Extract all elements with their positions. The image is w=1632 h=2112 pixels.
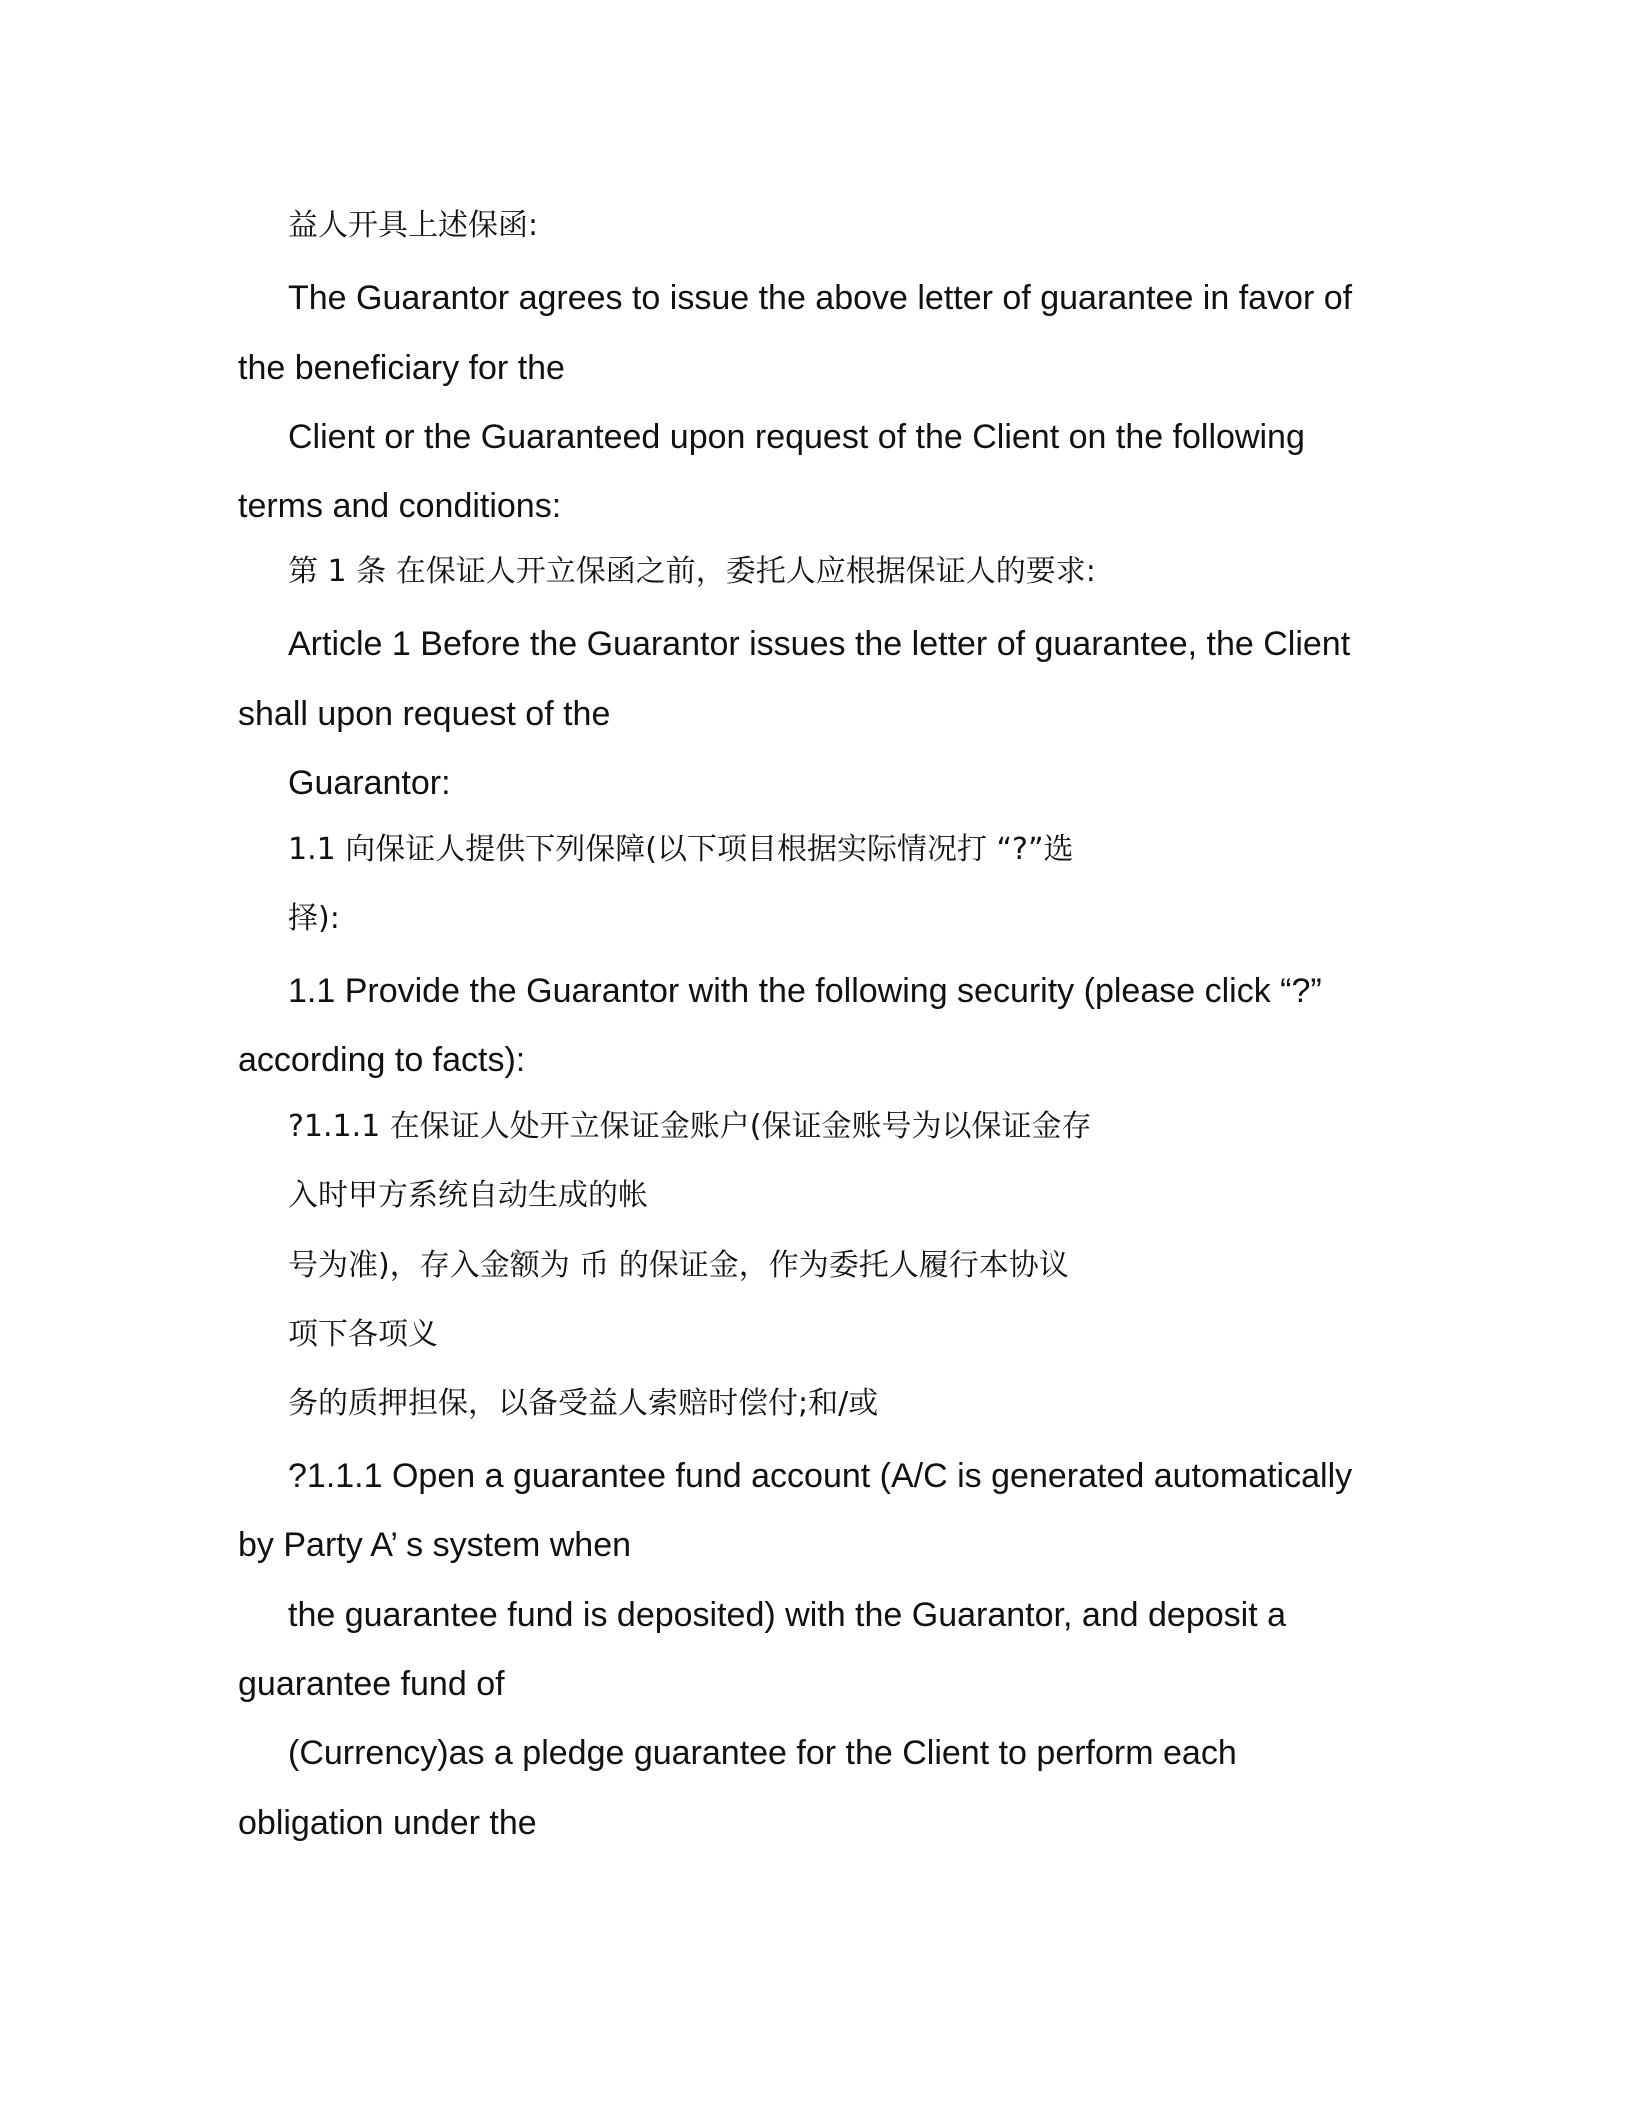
text-line: ?1.1.1 在保证人处开立保证金账户(保证金账号为以保证金存: [288, 1109, 1092, 1144]
text-line: 号为准)，存入金额为 币 的保证金，作为委托人履行本协议: [288, 1248, 1069, 1283]
text-line: Client or the Guaranteed upon request of the Client on the following: [288, 418, 1305, 456]
text-line: by Party A’ s system when: [238, 1526, 632, 1564]
text-line: The Guarantor agrees to issue the above letter of guarantee in favor of: [288, 279, 1353, 317]
text-line: 入时甲方系统自动生成的帐: [288, 1178, 648, 1213]
text-line: Guarantor:: [288, 764, 451, 802]
text-line: 项下各项义: [288, 1317, 438, 1352]
text-line: ?1.1.1 Open a guarantee fund account (A/C is generated automatically: [288, 1457, 1353, 1495]
text-line: 益人开具上述保函:: [288, 208, 539, 243]
text-line: shall upon request of the: [238, 695, 611, 733]
text-line: guarantee fund of: [238, 1665, 505, 1703]
text-line: terms and conditions:: [238, 487, 562, 525]
text-line: according to facts):: [238, 1041, 526, 1079]
text-line: 第 1 条 在保证人开立保函之前，委托人应根据保证人的要求:: [288, 554, 1096, 589]
text-line: 1.1 向保证人提供下列保障(以下项目根据实际情况打 “?”选: [288, 832, 1074, 867]
text-line: 择):: [288, 901, 340, 936]
text-line: obligation under the: [238, 1804, 537, 1842]
text-line: 1.1 Provide the Guarantor with the following security (please click “?”: [288, 972, 1322, 1010]
text-line: the guarantee fund is deposited) with the Guarantor, and deposit a: [288, 1596, 1287, 1634]
text-line: the beneficiary for the: [238, 349, 565, 387]
text-line: 务的质押担保，以备受益人索赔时偿付;和/或: [288, 1386, 879, 1421]
text-line: (Currency)as a pledge guarantee for the Client to perform each: [288, 1734, 1237, 1772]
text-line: Article 1 Before the Guarantor issues the letter of guarantee, the Client: [288, 625, 1351, 663]
